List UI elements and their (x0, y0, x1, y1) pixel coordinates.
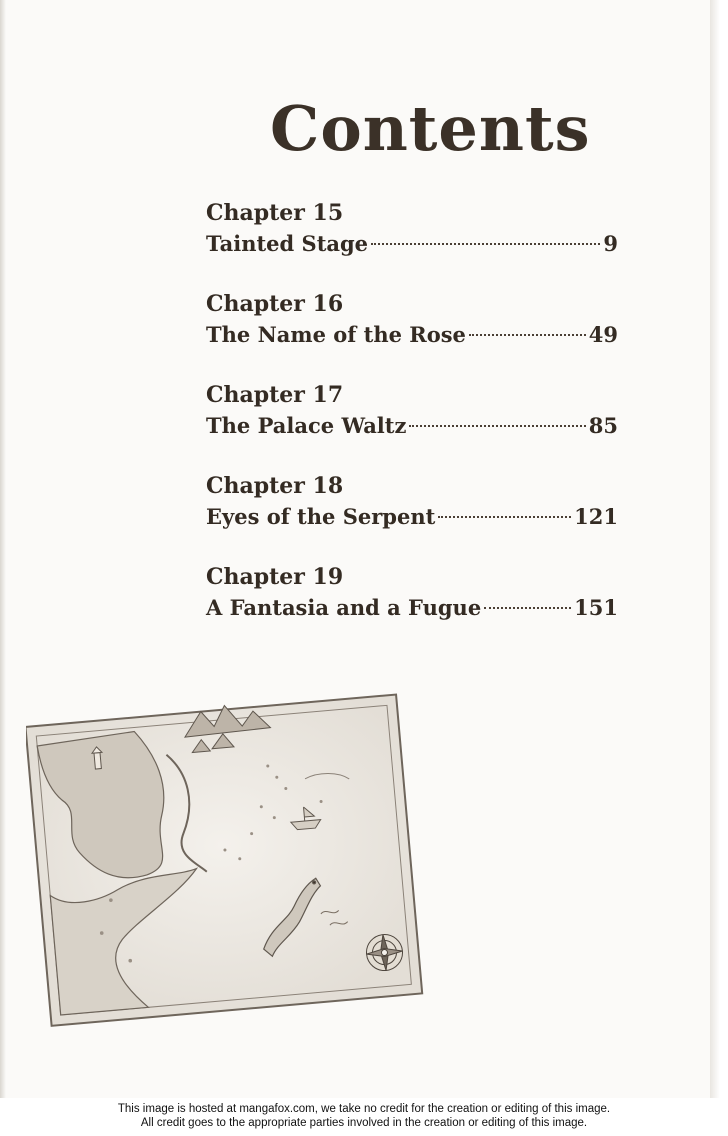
chapter-title: Tainted Stage (206, 231, 369, 256)
disclaimer-line-2: All credit goes to the appropriate parties involved in the creation or editing of this image. (140, 1117, 588, 1129)
chapter-title-line (206, 228, 618, 260)
toc-entry-chapter-18[interactable] (206, 471, 618, 533)
page-number: 151 (574, 595, 618, 620)
disclaimer-line-1: This image is hosted at mangafox.com, we take no credit for the creation or editing of this image. (117, 1103, 611, 1115)
dot-leader (371, 243, 600, 245)
chapter-title-line (206, 592, 618, 624)
toc-entry-chapter-17[interactable] (206, 380, 618, 442)
toc-entry-chapter-16[interactable] (206, 289, 618, 351)
chapter-title: The Name of the Rose (206, 322, 466, 347)
page-shadow (0, 0, 6, 1098)
dot-leader (438, 516, 571, 518)
toc-entry-chapter-15[interactable] (206, 198, 618, 260)
chapter-number: Chapter 18 (206, 473, 344, 499)
chapter-title-line (206, 501, 618, 533)
chapter-number: Chapter 19 (206, 564, 344, 590)
page-number: 121 (574, 504, 618, 529)
dot-leader (484, 607, 571, 609)
dot-leader (469, 334, 586, 336)
page-title: Contents (270, 92, 591, 165)
dot-leader (409, 425, 585, 427)
hosting-disclaimer (0, 1102, 728, 1130)
chapter-title-line (206, 410, 618, 442)
chapter-number: Chapter 17 (206, 382, 344, 408)
chapter-number: Chapter 15 (206, 200, 344, 226)
page-edge (710, 0, 720, 1098)
page-number: 85 (588, 413, 618, 438)
table-of-contents (206, 198, 618, 653)
page-number: 9 (603, 231, 618, 256)
chapter-number: Chapter 16 (206, 291, 344, 317)
toc-entry-chapter-19[interactable] (206, 562, 618, 624)
chapter-title: The Palace Waltz (206, 413, 407, 438)
page-number: 49 (588, 322, 618, 347)
chapter-title-line (206, 319, 618, 351)
chapter-title: Eyes of the Serpent (206, 504, 436, 529)
map-illustration (26, 690, 426, 1035)
chapter-title: A Fantasia and a Fugue (206, 595, 482, 620)
